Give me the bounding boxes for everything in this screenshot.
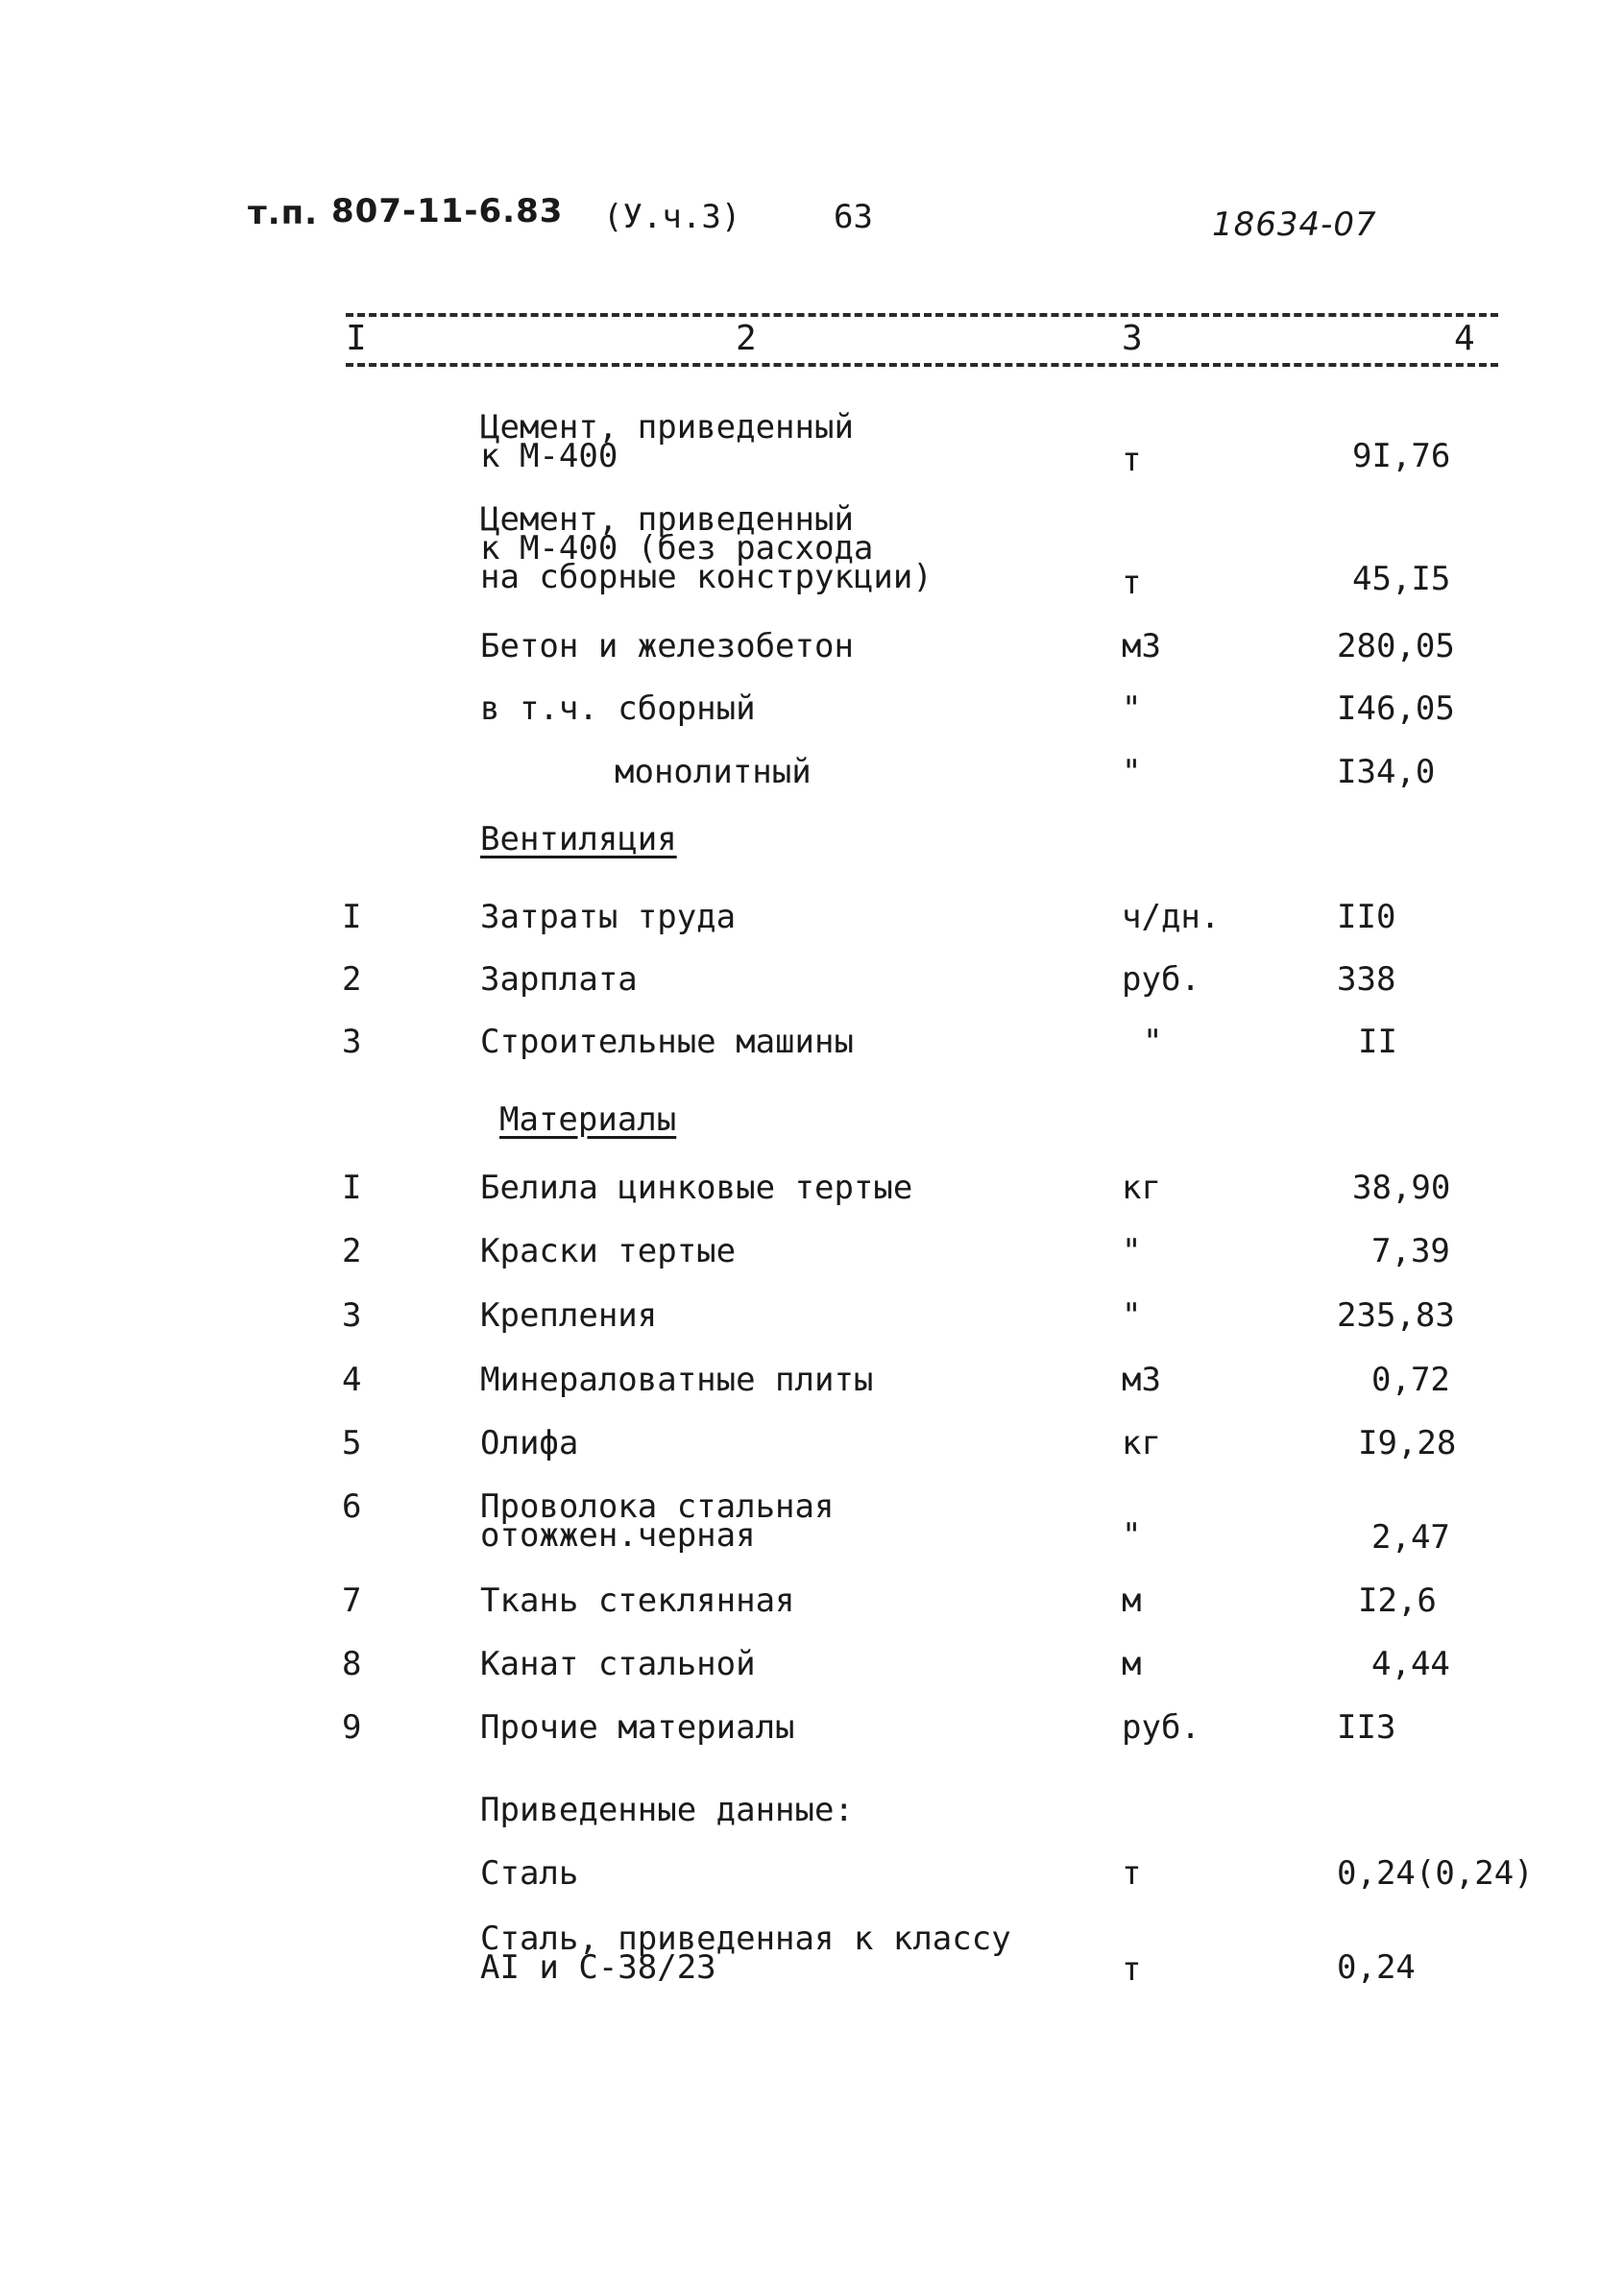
row-name: Проволока стальная отожжен.черная: [480, 1487, 835, 1555]
row-value: 9I,76: [1352, 437, 1451, 475]
row-name: Белила цинковые тертые: [480, 1169, 913, 1207]
row-name: в т.ч. сборный: [480, 689, 756, 728]
row-unit: т: [1122, 1854, 1142, 1893]
row-unit: т: [1122, 441, 1142, 479]
column-header-2: 2: [736, 319, 757, 358]
row-unit: т: [1122, 564, 1142, 602]
row-unit: руб.: [1122, 960, 1200, 999]
row-unit: руб.: [1122, 1708, 1200, 1747]
row-value: 45,I5: [1352, 560, 1451, 598]
row-number: 8: [342, 1645, 362, 1683]
row-name: Прочие материалы: [480, 1708, 795, 1747]
row-unit: м: [1122, 1645, 1142, 1683]
row-unit: м3: [1122, 1361, 1161, 1399]
row-name: Сталь: [480, 1854, 579, 1893]
row-value: 7,39: [1371, 1232, 1450, 1270]
row-name: Ткань стеклянная: [480, 1582, 795, 1620]
row-number: 4: [342, 1361, 362, 1399]
table-top-rule: [346, 313, 1498, 317]
row-unit: ч/дн.: [1122, 898, 1221, 936]
section-title-ventilation: Вентиляция: [480, 820, 677, 858]
row-value: I9,28: [1358, 1424, 1457, 1462]
section-title-materials: Материалы: [499, 1100, 677, 1139]
row-value: 4,44: [1371, 1645, 1450, 1683]
row-number: 9: [342, 1708, 362, 1747]
row-unit: м: [1122, 1582, 1142, 1620]
row-number: 2: [342, 960, 362, 999]
row-name: монолитный: [615, 753, 812, 791]
row-number: 7: [342, 1582, 362, 1620]
table-header-rule: [346, 363, 1498, 367]
row-number: I: [342, 1169, 362, 1207]
row-value: 0,24(0,24): [1337, 1854, 1534, 1893]
row-unit: кг: [1122, 1424, 1161, 1462]
header-page-number: 63: [834, 198, 873, 236]
row-name: Олифа: [480, 1424, 579, 1462]
row-unit: ": [1122, 1232, 1142, 1270]
column-header-4: 4: [1454, 319, 1475, 358]
header-part: (У.ч.3): [603, 198, 741, 236]
row-value: 2,47: [1371, 1518, 1450, 1557]
row-value: 338: [1337, 960, 1396, 999]
row-number: 5: [342, 1424, 362, 1462]
row-name: Минераловатные плиты: [480, 1361, 874, 1399]
row-unit: ": [1122, 1516, 1142, 1555]
row-name: Цемент, приведенный к М-400: [480, 408, 854, 475]
reduced-title: Приведенные данные:: [480, 1791, 854, 1829]
row-value: 235,83: [1337, 1296, 1455, 1335]
row-unit: т: [1122, 1950, 1142, 1989]
row-name: Цемент, приведенный к М-400 (без расхода на сборные конструкции): [480, 500, 933, 596]
row-value: II: [1358, 1023, 1397, 1061]
row-number: 3: [342, 1023, 362, 1061]
row-value: I2,6: [1358, 1582, 1437, 1620]
row-unit: кг: [1122, 1169, 1161, 1207]
row-unit: ": [1122, 753, 1142, 791]
row-number: 6: [342, 1487, 362, 1526]
column-header-1: I: [346, 319, 367, 358]
row-unit: м3: [1122, 627, 1161, 665]
row-name: Крепления: [480, 1296, 658, 1335]
row-value: I34,0: [1337, 753, 1436, 791]
row-number: 2: [342, 1232, 362, 1270]
row-value: 0,72: [1371, 1361, 1450, 1399]
row-value: II3: [1337, 1708, 1396, 1747]
row-value: 38,90: [1352, 1169, 1451, 1207]
row-name: Затраты труда: [480, 898, 737, 936]
row-number: 3: [342, 1296, 362, 1335]
row-value: 0,24: [1337, 1948, 1416, 1987]
row-unit: ": [1143, 1023, 1163, 1061]
row-name: Строительные машины: [480, 1023, 854, 1061]
row-name: Зарплата: [480, 960, 638, 999]
row-value: 280,05: [1337, 627, 1455, 665]
header-project-code: 807-11-6.83: [331, 192, 564, 230]
row-unit: ": [1122, 1296, 1142, 1335]
row-name: Бетон и железобетон: [480, 627, 854, 665]
row-name: Краски тертые: [480, 1232, 737, 1270]
row-name: Канат стальной: [480, 1645, 756, 1683]
row-name: Сталь, приведенная к классу AI и С-38/23: [480, 1920, 1011, 1987]
row-value: II0: [1337, 898, 1396, 936]
row-value: I46,05: [1337, 689, 1455, 728]
column-header-3: 3: [1122, 319, 1143, 358]
header-prefix: т.п.: [248, 194, 319, 232]
row-unit: ": [1122, 689, 1142, 728]
row-number: I: [342, 898, 362, 936]
header-doc-number: 18634-07: [1212, 205, 1377, 244]
